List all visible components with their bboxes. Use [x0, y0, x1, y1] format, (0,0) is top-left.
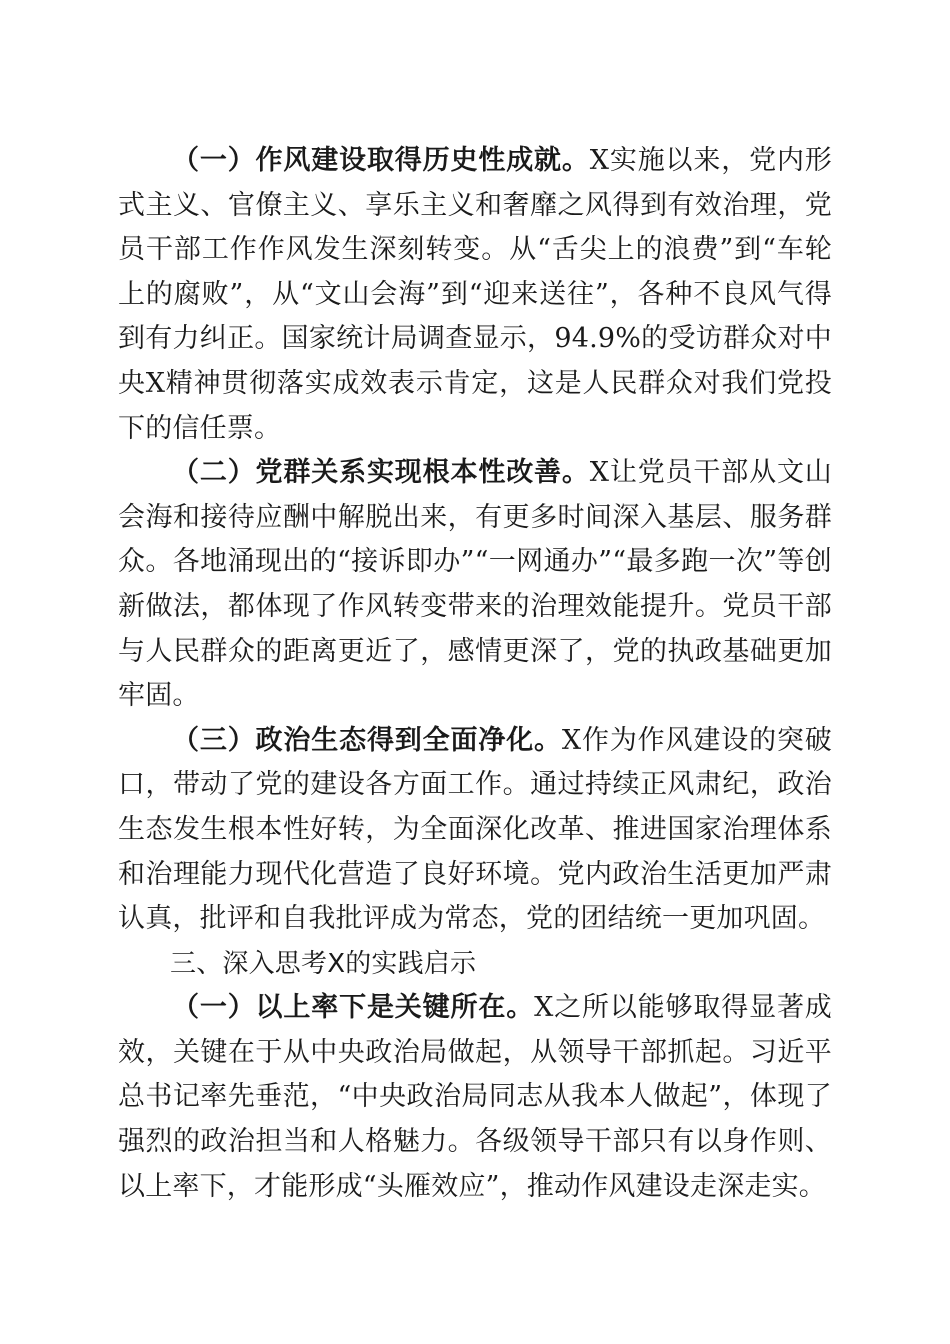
paragraph-political-ecology — [118, 719, 832, 942]
paragraph-body: X实施以来，党内形式主义、官僚主义、享乐主义和奢靡之风得到有效治理，党员干部工作作风发生深刻转变。从“舌尖上的浪费”到“车轮上的腐败”，从“文山会海”到“迎来送往”，各种不良风气得到有力纠正。国家统计局调查显示，94.9%的受访群众对中央X精神贯彻落实成效表示肯定，这是人民群众对我们党投下的信任票。 — [118, 145, 832, 444]
paragraph-leading-by-example — [118, 986, 832, 1209]
paragraph-body: X作为作风建设的突破口，带动了党的建设各方面工作。通过持续正风肃纪，政治生态发生根本性好转，为全面深化改革、推进国家治理体系和治理能力现代化营造了良好环境。党内政治生活更加严肃认真，批评和自我批评成为常态，党的团结统一更加巩固。 — [118, 724, 832, 935]
paragraph-lead: （一）以上率下是关键所在。 — [172, 992, 535, 1024]
paragraph-party-relations — [118, 451, 832, 719]
paragraph-body: X让党员干部从文山会海和接待应酬中解脱出来，有更多时间深入基层、服务群众。各地涌现出的“接诉即办”“一网通办”“最多跑一次”等创新做法，都体现了作风转变带来的治理效能提升。党员干部与人民群众的距离更近了，感情更深了，党的执政基础更加牢固。 — [118, 457, 832, 712]
paragraph-lead: （一）作风建设取得历史性成就。 — [172, 145, 590, 176]
paragraph-lead: （二）党群关系实现根本性改善。 — [172, 457, 590, 489]
paragraph-body: X之所以能够取得显著成效，关键在于从中央政治局做起，从领导干部抓起。习近平总书记率先垂范，“中央政治局同志从我本人做起”，体现了强烈的政治担当和人格魅力。各级领导干部只有以身作则、以上率下，才能形成“头雁效应”，推动作风建设走深走实。 — [118, 992, 832, 1202]
document-page — [118, 139, 832, 1209]
section-heading: 三、深入思考X的实践启示 — [170, 948, 477, 979]
paragraph-lead: （三）政治生态得到全面净化。 — [172, 724, 562, 756]
paragraph-achievements — [118, 139, 832, 451]
